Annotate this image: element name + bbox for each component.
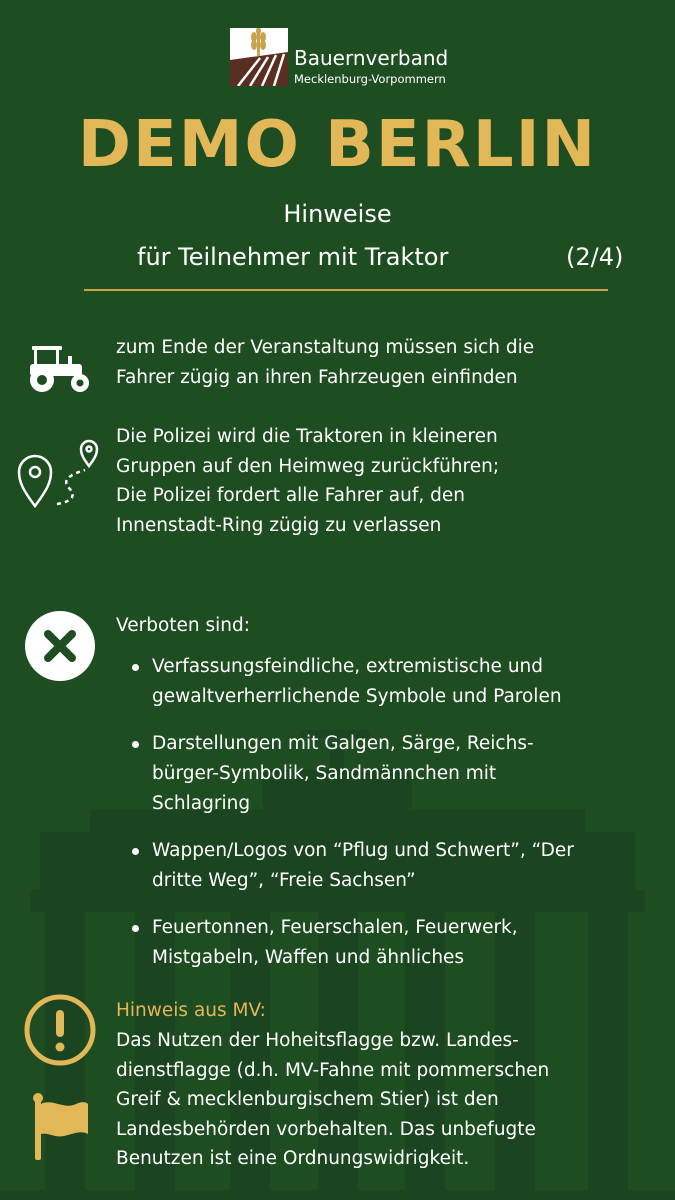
list-item xyxy=(130,652,574,712)
tractor-line-1: zum Ende der Veranstaltung müssen sich die xyxy=(116,337,535,358)
notice-line-5: Benutzen ist eine Ordnungswidrigkeit. xyxy=(116,1148,470,1169)
police-line-4: Innenstadt-Ring zügig zu verlassen xyxy=(116,514,442,536)
list-item xyxy=(130,836,574,896)
list-item-line: bürger-Symbolik, Sandmännchen mit xyxy=(152,763,497,784)
subtitle-line2: für Teilnehmer mit Traktor xyxy=(137,243,449,271)
police-text xyxy=(116,422,499,540)
tractor-icon xyxy=(22,340,96,394)
tractor-line-2: Fahrer zügig an ihren Fahrzeugen einfinden xyxy=(116,366,518,388)
notice-line-3: Greif & mecklenburgischem Stier) ist den xyxy=(116,1089,499,1110)
notice-line-4: Landesbehörden vorbehalten. Das unbefugte xyxy=(116,1118,536,1140)
list-item xyxy=(130,913,574,973)
x-circle-icon xyxy=(24,610,96,682)
notice-line-1: Das Nutzen der Hoheitsflagge bzw. Landes- xyxy=(116,1030,519,1051)
list-item-line: Feuertonnen, Feuerschalen, Feuerwerk, xyxy=(152,917,518,938)
route-pin-icon xyxy=(15,436,105,516)
list-item-line: Mistgabeln, Waffen und ähnliches xyxy=(152,947,465,968)
logo-name: Bauernverband xyxy=(294,46,449,70)
notice-line-2: dienstflagge (d.h. MV-Fahne mit pommerschen xyxy=(116,1059,550,1081)
bauernverband-logo xyxy=(230,28,470,90)
list-item-line: gewaltverherrlichende Symbole und Parolen xyxy=(152,686,562,707)
subtitle-line1: Hinweise xyxy=(283,200,392,228)
divider xyxy=(84,289,608,291)
list-item xyxy=(130,729,574,819)
wheat-field-logo-icon xyxy=(230,28,288,86)
tractor-text xyxy=(116,333,534,392)
notice-text xyxy=(116,1026,549,1174)
police-line-1: Die Polizei wird die Traktoren in kleineren xyxy=(116,426,498,447)
exclamation-circle-icon xyxy=(22,992,98,1068)
list-item-line: Schlagring xyxy=(152,793,251,814)
list-item-line: Wappen/Logos von “Pflug und Schwert”, “Der xyxy=(152,840,574,861)
notice-heading: Hinweis aus MV: xyxy=(116,1000,266,1021)
police-line-2: Gruppen auf den Heimweg zurückführen; xyxy=(116,455,500,477)
flag-icon xyxy=(30,1090,92,1162)
list-item-line: Darstellungen mit Galgen, Särge, Reichs- xyxy=(152,733,534,754)
police-line-3: Die Polizei fordert alle Fahrer auf, den xyxy=(116,485,465,506)
list-item-line: dritte Weg”, “Freie Sachsen” xyxy=(152,870,416,891)
forbidden-list xyxy=(130,652,574,990)
page-title: DEMO BERLIN xyxy=(77,108,598,182)
list-item-line: Verfassungsfeindliche, extremistische und xyxy=(152,656,544,677)
page-counter: (2/4) xyxy=(566,243,624,271)
forbidden-heading: Verboten sind: xyxy=(116,615,250,636)
logo-region: Mecklenburg-Vorpommern xyxy=(294,72,446,86)
